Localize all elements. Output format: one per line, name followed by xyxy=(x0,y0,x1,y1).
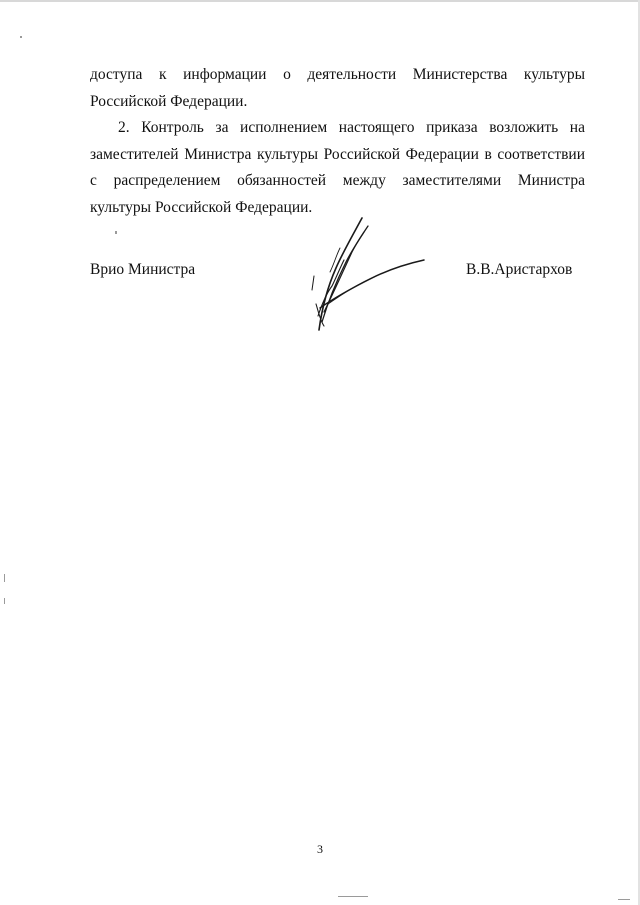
scan-speck xyxy=(338,896,368,897)
signatory-title: Врио Министра xyxy=(90,261,196,278)
scan-speck xyxy=(115,231,117,234)
scan-speck xyxy=(4,598,5,604)
signatory-name: В.В.Аристархов xyxy=(466,261,573,278)
paragraph-continuation: доступа к информации о деятельности Министерства культуры Российской Федерации. xyxy=(90,66,585,110)
paragraph-control-clause: 2. Контроль за исполнением настоящего приказа возложить на заместителей Министра культуры Российской Федерации в соответствии с распределением обязанностей между заместителями Министра культуры Российской Федерации. xyxy=(90,119,585,216)
page-number: 3 xyxy=(317,842,323,856)
scan-speck xyxy=(4,574,5,582)
handwritten-signature xyxy=(306,212,432,336)
scan-edge-top xyxy=(0,0,640,2)
scan-speck xyxy=(618,899,630,900)
scan-speck xyxy=(20,36,22,38)
